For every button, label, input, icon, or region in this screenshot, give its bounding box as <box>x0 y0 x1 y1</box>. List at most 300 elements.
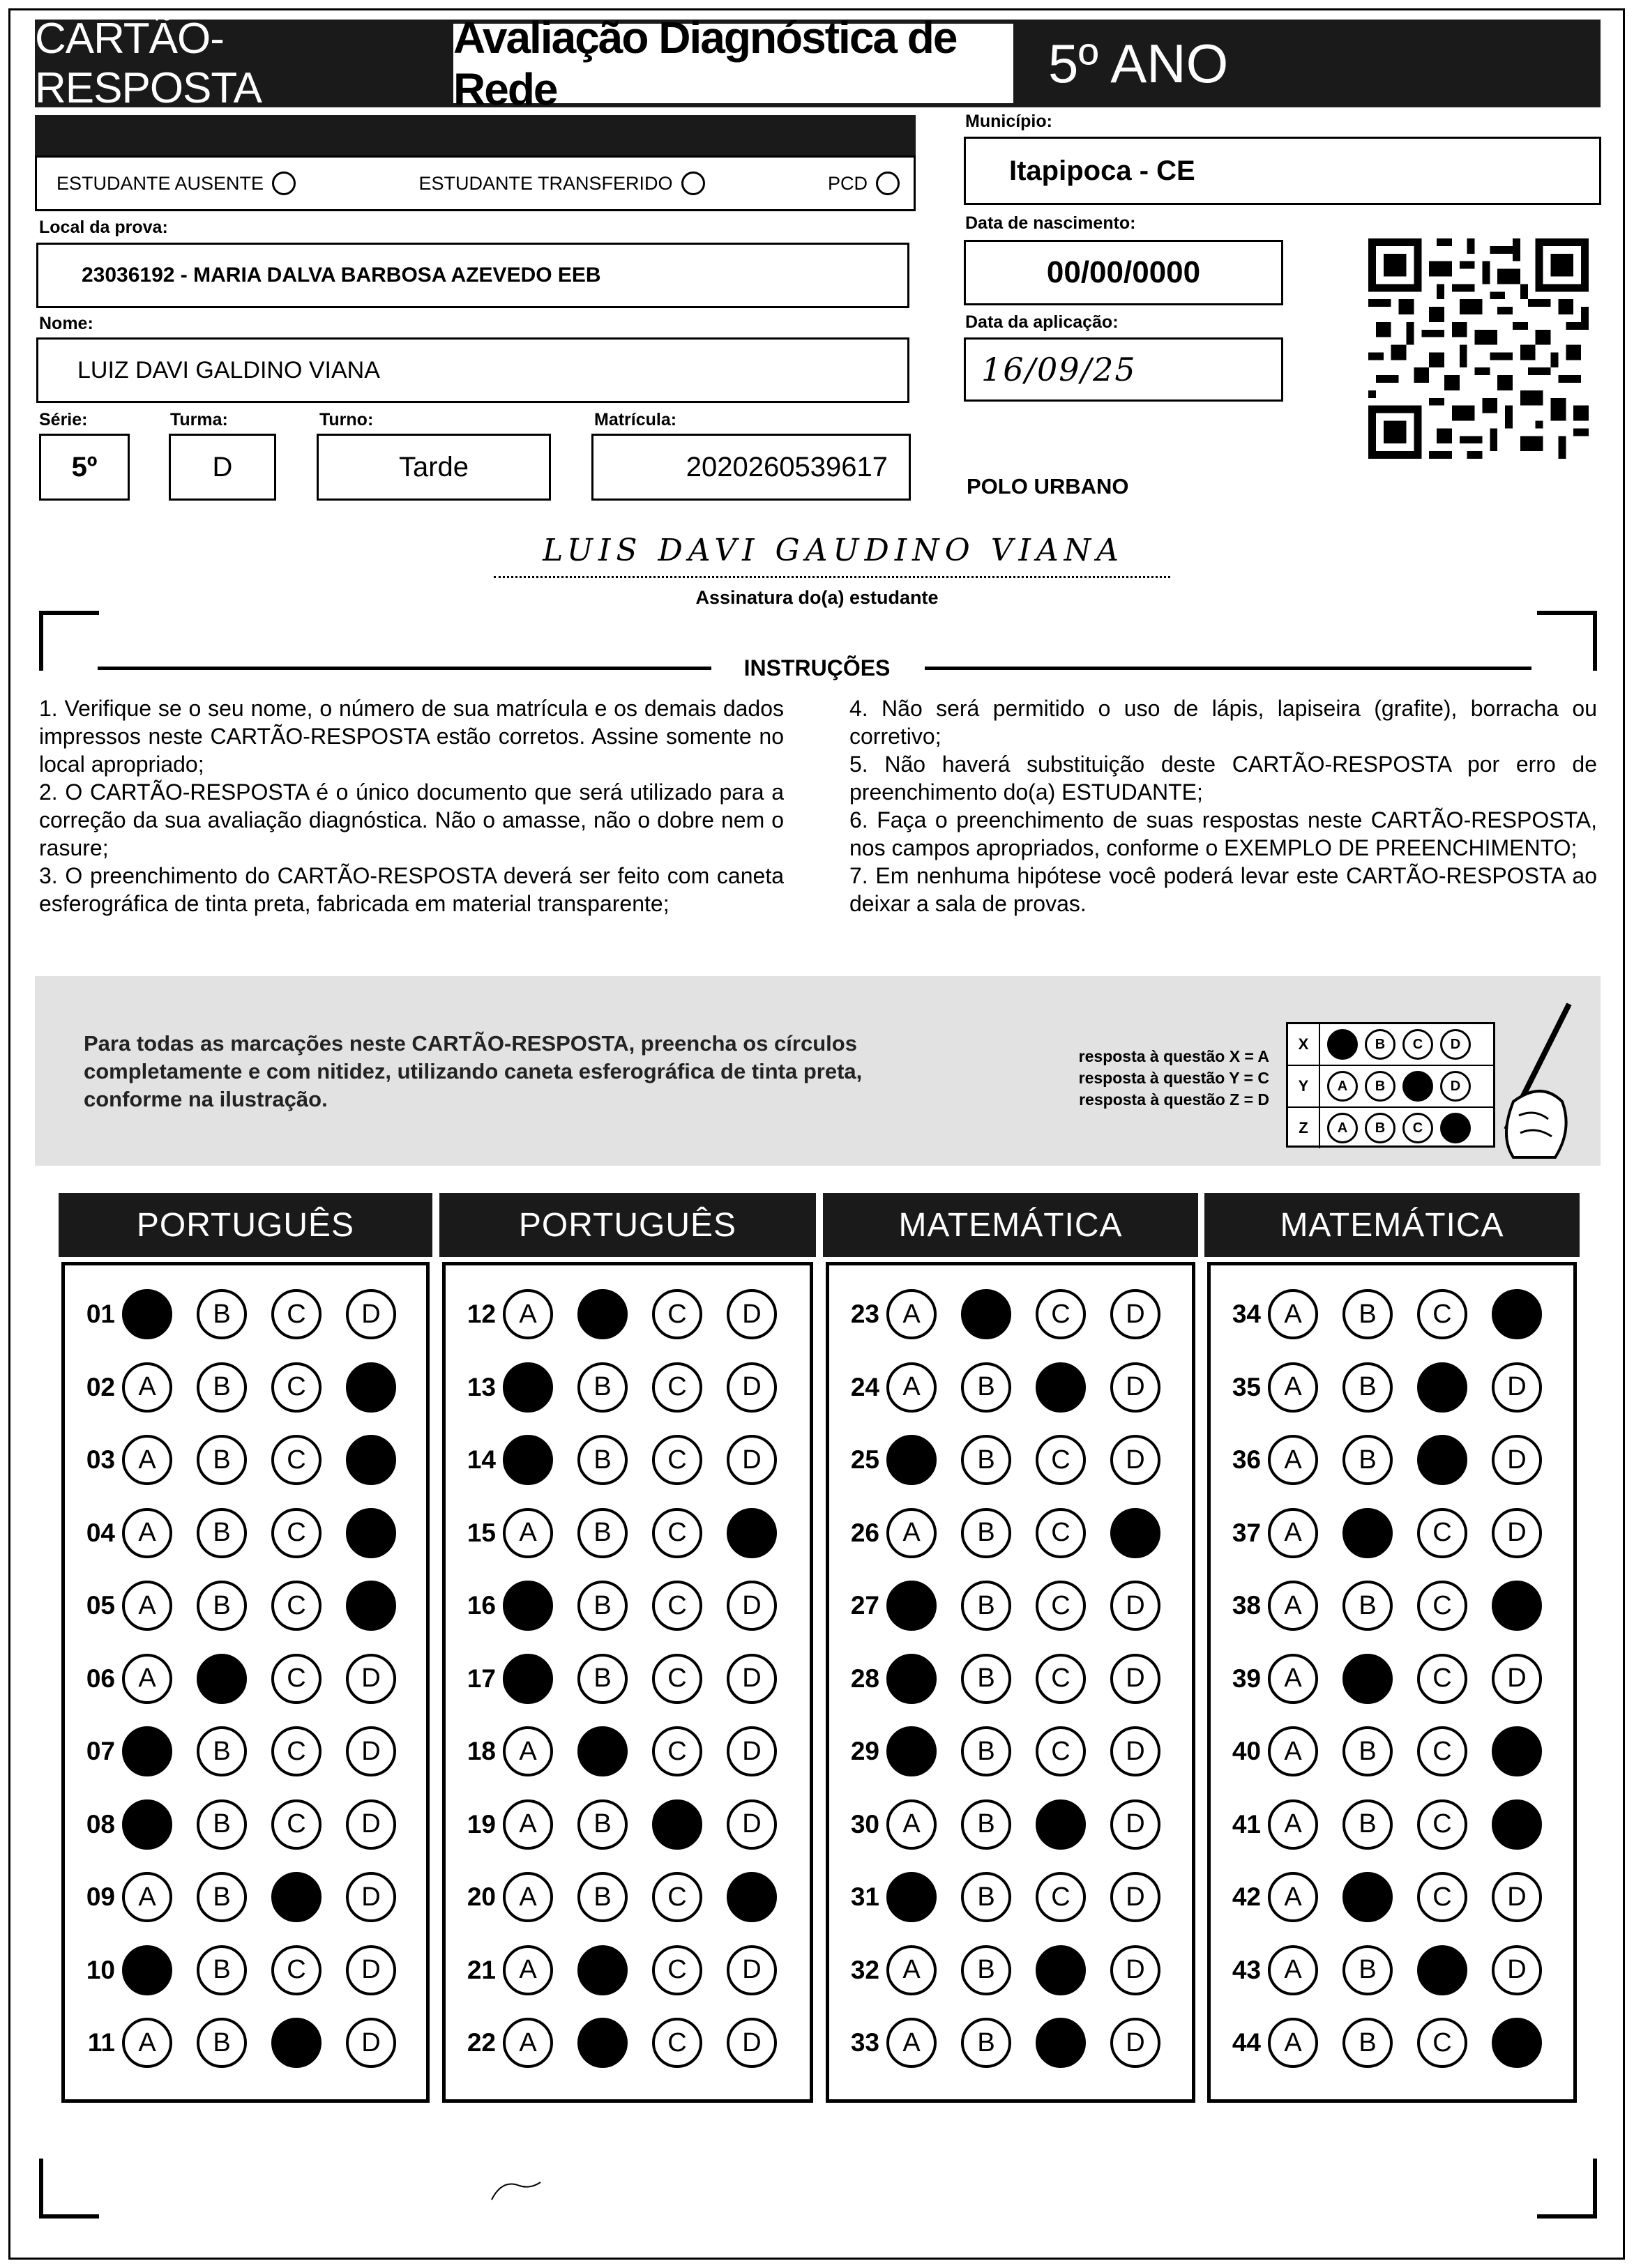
answer-bubble-b[interactable]: B <box>577 1945 628 1995</box>
question-row <box>73 1362 421 1413</box>
answer-bubble-c[interactable]: C <box>652 1872 702 1922</box>
question-row <box>1219 1872 1566 1922</box>
question-row <box>838 1872 1185 1922</box>
answer-bubble-c[interactable]: C <box>271 1289 321 1339</box>
signature-line <box>494 576 1170 578</box>
answer-bubble-c[interactable]: C <box>652 1508 702 1558</box>
answer-bubble-b[interactable]: B <box>197 1289 247 1339</box>
turno-label: Turno: <box>319 410 374 429</box>
turma-field: D <box>169 434 276 501</box>
example-bubble-c: C <box>1402 1071 1433 1102</box>
instruction-3: 3. O preenchimento do CARTÃO-RESPOSTA deverá ser feito com caneta esferográfica de tinta preta, fabricada em material transparente; <box>39 863 784 916</box>
question-row <box>73 1654 421 1704</box>
question-row <box>838 1581 1185 1631</box>
example-bubble-a: A <box>1327 1071 1358 1102</box>
question-number: 13 <box>467 1372 496 1401</box>
answer-bubble-a[interactable]: A <box>503 2018 553 2068</box>
answer-bubble-d[interactable]: D <box>1492 1726 1542 1776</box>
answer-bubble-b[interactable]: B <box>197 1799 247 1850</box>
answer-bubble-d[interactable]: D <box>727 1799 777 1850</box>
instructions-title: INSTRUÇÕES <box>743 655 891 680</box>
answer-bubble-c[interactable]: C <box>652 1726 702 1776</box>
answer-bubble-d[interactable]: D <box>346 1945 396 1995</box>
instructions-right <box>849 694 1597 918</box>
answer-bubble-a[interactable]: A <box>503 1435 553 1485</box>
answer-bubble-c[interactable]: C <box>271 1872 321 1922</box>
answer-bubble-b[interactable]: B <box>197 1435 247 1485</box>
answer-bubble-c[interactable]: C <box>271 1726 321 1776</box>
answer-bubble-a[interactable]: A <box>886 1289 937 1339</box>
question-row <box>1219 1508 1566 1558</box>
answer-bubble-b[interactable]: B <box>577 1872 628 1922</box>
answer-bubble-b[interactable]: B <box>197 1872 247 1922</box>
example-row-key: Z <box>1288 1108 1320 1148</box>
section-header: PORTUGUÊS <box>59 1193 432 1257</box>
answer-bubble-b[interactable]: B <box>1342 1435 1393 1485</box>
signature-caption: Assinatura do(a) estudante <box>695 587 939 608</box>
question-number: 15 <box>467 1518 496 1547</box>
matricula-field: 2020260539617 <box>591 434 911 501</box>
question-number: 43 <box>1232 1955 1261 1984</box>
question-number: 08 <box>86 1809 115 1839</box>
question-number: 24 <box>850 1372 879 1401</box>
answer-bubble-c[interactable]: C <box>652 2018 702 2068</box>
answer-bubble-a[interactable]: A <box>886 1654 937 1704</box>
question-number: 40 <box>1232 1737 1261 1765</box>
answer-bubble-d[interactable]: D <box>346 1581 396 1631</box>
example-bubble-b: B <box>1365 1029 1395 1060</box>
question-number: 33 <box>850 2028 879 2057</box>
question-row <box>454 1654 801 1704</box>
question-number: 28 <box>850 1664 879 1693</box>
answer-bubble-d[interactable]: D <box>1492 1581 1542 1631</box>
question-number: 12 <box>467 1300 496 1328</box>
answer-bubble-c[interactable]: C <box>1036 2018 1086 2068</box>
question-number: 38 <box>1232 1591 1261 1620</box>
answer-bubble-b[interactable]: B <box>1342 1508 1393 1558</box>
answer-bubble-d[interactable]: D <box>1492 1508 1542 1558</box>
question-number: 39 <box>1232 1664 1261 1693</box>
answer-bubble-a[interactable]: A <box>886 1872 937 1922</box>
answer-bubble-d[interactable]: D <box>1492 1362 1542 1413</box>
question-number: 26 <box>850 1518 879 1547</box>
answer-bubble-a[interactable]: A <box>886 1945 937 1995</box>
answer-bubble-d[interactable]: D <box>1110 1289 1160 1339</box>
question-row <box>454 1289 801 1339</box>
absent-option[interactable] <box>56 172 296 195</box>
answer-bubble-d[interactable]: D <box>346 1872 396 1922</box>
answer-bubble-d[interactable]: D <box>727 1362 777 1413</box>
answer-bubble-c[interactable]: C <box>1417 1726 1467 1776</box>
answer-bubble-c[interactable]: C <box>271 1435 321 1485</box>
answer-bubble-d[interactable]: D <box>346 1508 396 1558</box>
transferred-option[interactable] <box>419 172 705 195</box>
answer-bubble-b[interactable]: B <box>577 1289 628 1339</box>
question-number: 07 <box>86 1737 115 1765</box>
example-bubble-b: B <box>1365 1113 1395 1143</box>
section-answer-box <box>442 1262 813 2103</box>
absent-circle[interactable] <box>272 172 296 195</box>
question-number: 44 <box>1232 2028 1261 2057</box>
question-row <box>1219 1654 1566 1704</box>
answer-bubble-a[interactable]: A <box>1268 1945 1318 1995</box>
answer-bubble-c[interactable]: C <box>1417 1581 1467 1631</box>
question-number: 09 <box>86 1882 115 1911</box>
answer-bubble-a[interactable]: A <box>886 1362 937 1413</box>
answer-bubble-c[interactable]: C <box>271 1362 321 1413</box>
question-row <box>454 1581 801 1631</box>
example-row <box>1288 1108 1493 1148</box>
answer-bubble-a[interactable]: A <box>1268 1508 1318 1558</box>
answer-bubble-a[interactable]: A <box>503 1799 553 1850</box>
question-number: 25 <box>850 1445 879 1474</box>
instruction-2: 2. O CARTÃO-RESPOSTA é o único documento que será utilizado para a correção da sua avaliação diagnóstica. Não o amasse, não o dobre nem o rasure; <box>39 779 784 860</box>
answer-bubble-c[interactable]: C <box>271 1945 321 1995</box>
answer-bubble-a[interactable]: A <box>886 1726 937 1776</box>
question-number: 17 <box>467 1664 496 1693</box>
answer-bubble-b[interactable]: B <box>961 1289 1011 1339</box>
answer-bubble-d[interactable]: D <box>1110 1435 1160 1485</box>
answer-bubble-b[interactable]: B <box>197 1726 247 1776</box>
answer-bubble-b[interactable]: B <box>197 1945 247 1995</box>
example-text: Para todas as marcações neste CARTÃO-RESPOSTA, preencha os círculos completamente e com nitidez, utilizando caneta esferográfica de tinta preta, conforme na ilustração. <box>84 1031 863 1111</box>
question-row <box>454 1945 801 1995</box>
answer-bubble-c[interactable]: C <box>1036 1872 1086 1922</box>
answer-bubble-d[interactable]: D <box>1110 1945 1160 1995</box>
answer-bubble-a[interactable]: A <box>503 1362 553 1413</box>
answer-bubble-b[interactable]: B <box>1342 1945 1393 1995</box>
answer-bubble-a[interactable]: A <box>122 1435 172 1485</box>
answer-bubble-d[interactable]: D <box>1110 1872 1160 1922</box>
answer-bubble-b[interactable]: B <box>1342 1289 1393 1339</box>
answer-bubble-c[interactable]: C <box>271 1654 321 1704</box>
answer-bubble-d[interactable]: D <box>1110 1581 1160 1631</box>
answer-bubble-d[interactable]: D <box>346 2018 396 2068</box>
example-bubble-c: C <box>1402 1029 1433 1060</box>
answer-bubble-b[interactable]: B <box>961 1799 1011 1850</box>
legend-x: resposta à questão X = A <box>1078 1047 1269 1065</box>
answer-bubble-a[interactable]: A <box>886 1581 937 1631</box>
question-number: 04 <box>86 1518 115 1547</box>
exam-title: Avaliação Diagnóstica de Rede <box>449 20 1018 107</box>
answer-bubble-d[interactable]: D <box>727 2018 777 2068</box>
answer-bubble-d[interactable]: D <box>346 1799 396 1850</box>
answer-bubble-b[interactable]: B <box>197 2018 247 2068</box>
question-row <box>73 1435 421 1485</box>
matricula-label: Matrícula: <box>594 410 677 429</box>
question-row <box>838 1435 1185 1485</box>
answer-bubble-c[interactable]: C <box>1036 1799 1086 1850</box>
answer-bubble-a[interactable]: A <box>122 2018 172 2068</box>
question-number: 30 <box>850 1809 879 1839</box>
answer-bubble-d[interactable]: D <box>727 1726 777 1776</box>
answer-bubble-b[interactable]: B <box>1342 1581 1393 1631</box>
grade-title: 5º ANO <box>1018 20 1601 107</box>
question-row <box>73 1799 421 1850</box>
question-row <box>838 1726 1185 1776</box>
answer-bubble-b[interactable]: B <box>961 1508 1011 1558</box>
answer-bubble-c[interactable]: C <box>1417 1872 1467 1922</box>
answer-bubble-c[interactable]: C <box>1036 1654 1086 1704</box>
question-row <box>838 1289 1185 1339</box>
question-row <box>73 1581 421 1631</box>
answer-bubble-c[interactable]: C <box>1417 1945 1467 1995</box>
answer-bubble-a[interactable]: A <box>122 1872 172 1922</box>
answer-bubble-b[interactable]: B <box>961 1872 1011 1922</box>
answer-bubble-d[interactable]: D <box>346 1726 396 1776</box>
stray-pen-mark <box>488 2172 572 2207</box>
turma-label: Turma: <box>170 410 228 429</box>
answer-bubble-a[interactable]: A <box>122 1362 172 1413</box>
pcd-option[interactable] <box>828 172 900 195</box>
answer-bubble-d[interactable]: D <box>1492 1872 1542 1922</box>
instructions-left <box>39 694 784 918</box>
answer-bubble-a[interactable]: A <box>886 1799 937 1850</box>
answer-bubble-b[interactable]: B <box>197 1508 247 1558</box>
answer-bubble-d[interactable]: D <box>727 1581 777 1631</box>
answer-bubble-b[interactable]: B <box>1342 1799 1393 1850</box>
municipio-label: Município: <box>965 112 1052 131</box>
answer-bubble-a[interactable]: A <box>1268 1799 1318 1850</box>
answer-bubble-d[interactable]: D <box>1110 1726 1160 1776</box>
instruction-1: 1. Verifique se o seu nome, o número de sua matrícula e os demais dados impressos neste CARTÃO-RESPOSTA estão corretos. Assine somente no local apropriado; <box>39 696 784 777</box>
question-row <box>73 1508 421 1558</box>
answer-bubble-b[interactable]: B <box>1342 2018 1393 2068</box>
instruction-6: 6. Faça o preenchimento de suas respostas neste CARTÃO-RESPOSTA, nos campos apropriados, conforme o EXEMPLO DE PREENCHIMENTO; <box>849 807 1597 860</box>
question-row <box>1219 1435 1566 1485</box>
question-number: 03 <box>86 1445 115 1474</box>
answer-bubble-d[interactable]: D <box>1492 1945 1542 1995</box>
name-field: LUIZ DAVI GALDINO VIANA <box>36 337 909 403</box>
answer-bubble-c[interactable]: C <box>271 2018 321 2068</box>
answer-bubble-b[interactable]: B <box>577 1435 628 1485</box>
answer-bubble-a[interactable]: A <box>886 2018 937 2068</box>
question-number: 42 <box>1232 1882 1261 1911</box>
turno-field: Tarde <box>317 434 551 501</box>
answer-bubble-d[interactable]: D <box>346 1362 396 1413</box>
answer-bubble-c[interactable]: C <box>652 1581 702 1631</box>
answer-bubble-b[interactable]: B <box>961 1581 1011 1631</box>
answer-bubble-d[interactable]: D <box>1492 1799 1542 1850</box>
instruction-4: 4. Não será permitido o uso de lápis, lapiseira (grafite), borracha ou corretivo; <box>849 696 1597 749</box>
answer-bubble-a[interactable]: A <box>886 1435 937 1485</box>
answer-bubble-b[interactable]: B <box>1342 1872 1393 1922</box>
example-grid <box>1286 1022 1495 1148</box>
question-row <box>73 1289 421 1339</box>
answer-bubble-b[interactable]: B <box>197 1362 247 1413</box>
question-number: 41 <box>1232 1809 1261 1839</box>
answer-bubble-b[interactable]: B <box>577 1508 628 1558</box>
absent-label: ESTUDANTE AUSENTE <box>56 172 264 194</box>
answer-bubble-a[interactable]: A <box>503 1872 553 1922</box>
corner-mark-bottom-right <box>1537 2159 1597 2218</box>
question-row <box>454 1508 801 1558</box>
answer-bubble-c[interactable]: C <box>1417 2018 1467 2068</box>
question-number: 06 <box>86 1664 115 1693</box>
answer-bubble-d[interactable]: D <box>1492 1435 1542 1485</box>
answer-bubble-a[interactable]: A <box>1268 2018 1318 2068</box>
answer-bubble-c[interactable]: C <box>1036 1362 1086 1413</box>
section-answer-box <box>1207 1262 1577 2103</box>
answer-bubble-b[interactable]: B <box>1342 1726 1393 1776</box>
answer-bubble-c[interactable]: C <box>652 1362 702 1413</box>
answer-bubble-b[interactable]: B <box>197 1654 247 1704</box>
example-bubble-d: D <box>1440 1029 1471 1060</box>
question-number: 35 <box>1232 1372 1261 1401</box>
section-header: MATEMÁTICA <box>823 1193 1198 1257</box>
answer-bubble-b[interactable]: B <box>961 1726 1011 1776</box>
answer-bubble-c[interactable]: C <box>1036 1435 1086 1485</box>
answer-bubble-c[interactable]: C <box>1036 1726 1086 1776</box>
answer-bubble-c[interactable]: C <box>1417 1508 1467 1558</box>
answer-bubble-a[interactable]: A <box>1268 1654 1318 1704</box>
question-number: 34 <box>1232 1300 1261 1328</box>
answer-bubble-a[interactable]: A <box>886 1508 937 1558</box>
answer-bubble-a[interactable]: A <box>1268 1726 1318 1776</box>
answer-bubble-c[interactable]: C <box>1036 1945 1086 1995</box>
question-row <box>454 1726 801 1776</box>
legend-y: resposta à questão Y = C <box>1078 1069 1269 1087</box>
question-row <box>454 1435 801 1485</box>
question-number: 02 <box>86 1372 115 1401</box>
pcd-circle[interactable] <box>876 172 900 195</box>
aplicacao-label: Data da aplicação: <box>965 312 1119 332</box>
answer-bubble-c[interactable]: C <box>1417 1654 1467 1704</box>
answer-bubble-c[interactable]: C <box>1417 1799 1467 1850</box>
answer-bubble-d[interactable]: D <box>1492 1289 1542 1339</box>
question-row <box>838 1362 1185 1413</box>
answer-bubble-c[interactable]: C <box>1036 1289 1086 1339</box>
question-number: 14 <box>467 1445 496 1474</box>
answer-bubble-a[interactable]: A <box>122 1726 172 1776</box>
answer-bubble-b[interactable]: B <box>577 1362 628 1413</box>
answer-bubble-d[interactable]: D <box>727 1508 777 1558</box>
example-bubble-a: A <box>1327 1029 1358 1060</box>
answer-bubble-c[interactable]: C <box>271 1799 321 1850</box>
answer-bubble-b[interactable]: B <box>197 1581 247 1631</box>
answer-bubble-b[interactable]: B <box>577 1726 628 1776</box>
example-row-key: X <box>1288 1024 1320 1065</box>
answer-bubble-d[interactable]: D <box>727 1435 777 1485</box>
question-row <box>838 2018 1185 2068</box>
answer-bubble-c[interactable]: C <box>652 1945 702 1995</box>
answer-bubble-a[interactable]: A <box>1268 1362 1318 1413</box>
status-options <box>35 155 916 211</box>
answer-bubble-c[interactable]: C <box>652 1435 702 1485</box>
question-number: 22 <box>467 2028 496 2057</box>
answer-bubble-c[interactable]: C <box>1417 1435 1467 1485</box>
answer-bubble-d[interactable]: D <box>346 1435 396 1485</box>
answer-bubble-c[interactable]: C <box>652 1799 702 1850</box>
answer-bubble-d[interactable]: D <box>1110 1799 1160 1850</box>
card-title: CARTÃO-RESPOSTA <box>35 20 449 107</box>
question-row <box>73 2018 421 2068</box>
answer-bubble-c[interactable]: C <box>1036 1508 1086 1558</box>
answer-bubble-d[interactable]: D <box>1110 1362 1160 1413</box>
question-number: 05 <box>86 1591 115 1620</box>
section-header: PORTUGUÊS <box>439 1193 816 1257</box>
question-row <box>454 1872 801 1922</box>
answer-bubble-a[interactable]: A <box>1268 1872 1318 1922</box>
answer-bubble-a[interactable]: A <box>122 1654 172 1704</box>
answer-bubble-a[interactable]: A <box>503 1726 553 1776</box>
answer-bubble-a[interactable]: A <box>503 1654 553 1704</box>
nascimento-field: 00/00/0000 <box>964 240 1283 305</box>
answer-bubble-a[interactable]: A <box>122 1289 172 1339</box>
answer-bubble-c[interactable]: C <box>1036 1581 1086 1631</box>
answer-bubble-a[interactable]: A <box>122 1799 172 1850</box>
local-label: Local da prova: <box>39 218 168 237</box>
answer-bubble-d[interactable]: D <box>1110 2018 1160 2068</box>
example-legend <box>1032 1046 1269 1111</box>
example-bubble-c: C <box>1402 1113 1433 1143</box>
name-label: Nome: <box>39 314 93 333</box>
example-bubble-d: D <box>1440 1071 1471 1102</box>
answer-bubble-c[interactable]: C <box>652 1654 702 1704</box>
section-answer-box <box>61 1262 430 2103</box>
answer-bubble-a[interactable]: A <box>1268 1581 1318 1631</box>
answer-bubble-a[interactable]: A <box>503 1508 553 1558</box>
answer-bubble-a[interactable]: A <box>122 1581 172 1631</box>
answer-bubble-c[interactable]: C <box>1417 1289 1467 1339</box>
answer-bubble-b[interactable]: B <box>961 1945 1011 1995</box>
answer-bubble-c[interactable]: C <box>271 1508 321 1558</box>
answer-bubble-d[interactable]: D <box>346 1654 396 1704</box>
answer-bubble-d[interactable]: D <box>1492 1654 1542 1704</box>
question-row <box>1219 1289 1566 1339</box>
question-row <box>838 1654 1185 1704</box>
question-number: 21 <box>467 1955 496 1984</box>
answer-bubble-b[interactable]: B <box>961 1435 1011 1485</box>
question-row <box>73 1945 421 1995</box>
answer-bubble-c[interactable]: C <box>271 1581 321 1631</box>
answer-bubble-b[interactable]: B <box>961 1362 1011 1413</box>
answer-bubble-a[interactable]: A <box>503 1581 553 1631</box>
answer-bubble-d[interactable]: D <box>346 1289 396 1339</box>
answer-bubble-d[interactable]: D <box>727 1289 777 1339</box>
question-row <box>73 1872 421 1922</box>
answer-bubble-a[interactable]: A <box>503 1289 553 1339</box>
answer-bubble-a[interactable]: A <box>1268 1435 1318 1485</box>
answer-bubble-d[interactable]: D <box>727 1654 777 1704</box>
section-header: MATEMÁTICA <box>1204 1193 1580 1257</box>
question-number: 23 <box>850 1300 879 1328</box>
answer-bubble-d[interactable]: D <box>727 1945 777 1995</box>
answer-bubble-a[interactable]: A <box>122 1508 172 1558</box>
transferred-circle[interactable] <box>681 172 705 195</box>
answer-bubble-d[interactable]: D <box>1110 1508 1160 1558</box>
answer-bubble-b[interactable]: B <box>577 1581 628 1631</box>
question-row <box>1219 1581 1566 1631</box>
question-row <box>454 1799 801 1850</box>
answer-bubble-b[interactable]: B <box>961 2018 1011 2068</box>
answer-bubble-a[interactable]: A <box>1268 1289 1318 1339</box>
answer-bubble-c[interactable]: C <box>652 1289 702 1339</box>
pen-hand-icon <box>1485 997 1576 1164</box>
answer-bubble-d[interactable]: D <box>1492 2018 1542 2068</box>
answer-bubble-b[interactable]: B <box>577 1654 628 1704</box>
answer-bubble-a[interactable]: A <box>122 1945 172 1995</box>
answer-bubble-c[interactable]: C <box>1417 1362 1467 1413</box>
answer-bubble-b[interactable]: B <box>577 2018 628 2068</box>
answer-bubble-d[interactable]: D <box>1110 1654 1160 1704</box>
answer-bubble-b[interactable]: B <box>577 1799 628 1850</box>
answer-bubble-b[interactable]: B <box>1342 1654 1393 1704</box>
answer-bubble-d[interactable]: D <box>727 1872 777 1922</box>
answer-bubble-b[interactable]: B <box>1342 1362 1393 1413</box>
answer-bubble-b[interactable]: B <box>961 1654 1011 1704</box>
answer-bubble-a[interactable]: A <box>503 1945 553 1995</box>
